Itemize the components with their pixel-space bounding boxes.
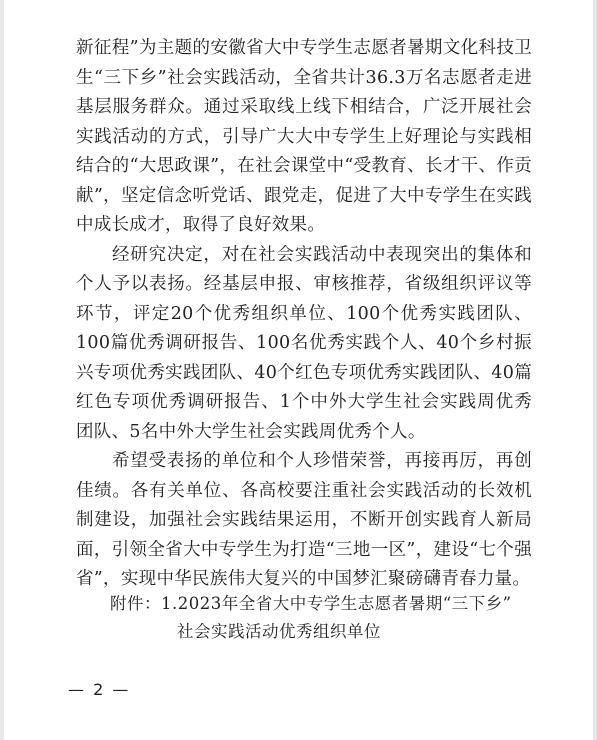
paragraph-commendation-decision: 经研究决定，对在社会实践活动中表现突出的集体和个人予以表扬。经基层申报、审核推荐，省级组织评议等环节，评定20个优秀组织单位、100个优秀实践团队、100篇优秀调研报告、100名优秀实践个人、40个乡村振兴专项优秀实践团队、40个红色专项优秀实践团队、40篇红色专项优秀调研报告、1个中外大学生社会实践周优秀团队、5名中外大学生社会实践周优秀个人。 bbox=[76, 244, 532, 442]
page-number: — 2 — bbox=[68, 680, 131, 699]
document-body bbox=[76, 34, 532, 595]
paragraph-expectations: 希望受表扬的单位和个人珍惜荣誉，再接再厉，再创佳绩。各有关单位、各高校要注重社会实践活动的长效机制建设，加强社会实践结果运用，不断开创实践育人新局面，引领全省大中专学生为打造“三地一区”，建设“七个强省”，实现中华民族伟大复兴的中国梦汇聚磅礴青春力量。 bbox=[76, 451, 532, 589]
attachment-line-2: 社会实践活动优秀组织单位 bbox=[177, 622, 381, 641]
page-edge-right bbox=[593, 0, 597, 740]
attachment-line-1: 附件：1.2023年全省大中专学生志愿者暑期“三下乡” bbox=[110, 594, 512, 613]
paragraph-continuation: 新征程”为主题的安徽省大中专学生志愿者暑期文化科技卫生“三下乡”社会实践活动，全省共计36.3万名志愿者走进基层服务群众。通过采取线上线下相结合，广泛开展社会实践活动的方式，引导广大大中专学生上好理论与实践相结合的“大思政课”，在社会课堂中“受教育、长才干、作贡献”，坚定信念听党话、跟党走，促进了大中专学生在实践中成长成才，取得了良好效果。 bbox=[76, 38, 532, 235]
attachment-note bbox=[110, 590, 530, 646]
page-edge-left bbox=[0, 0, 4, 740]
